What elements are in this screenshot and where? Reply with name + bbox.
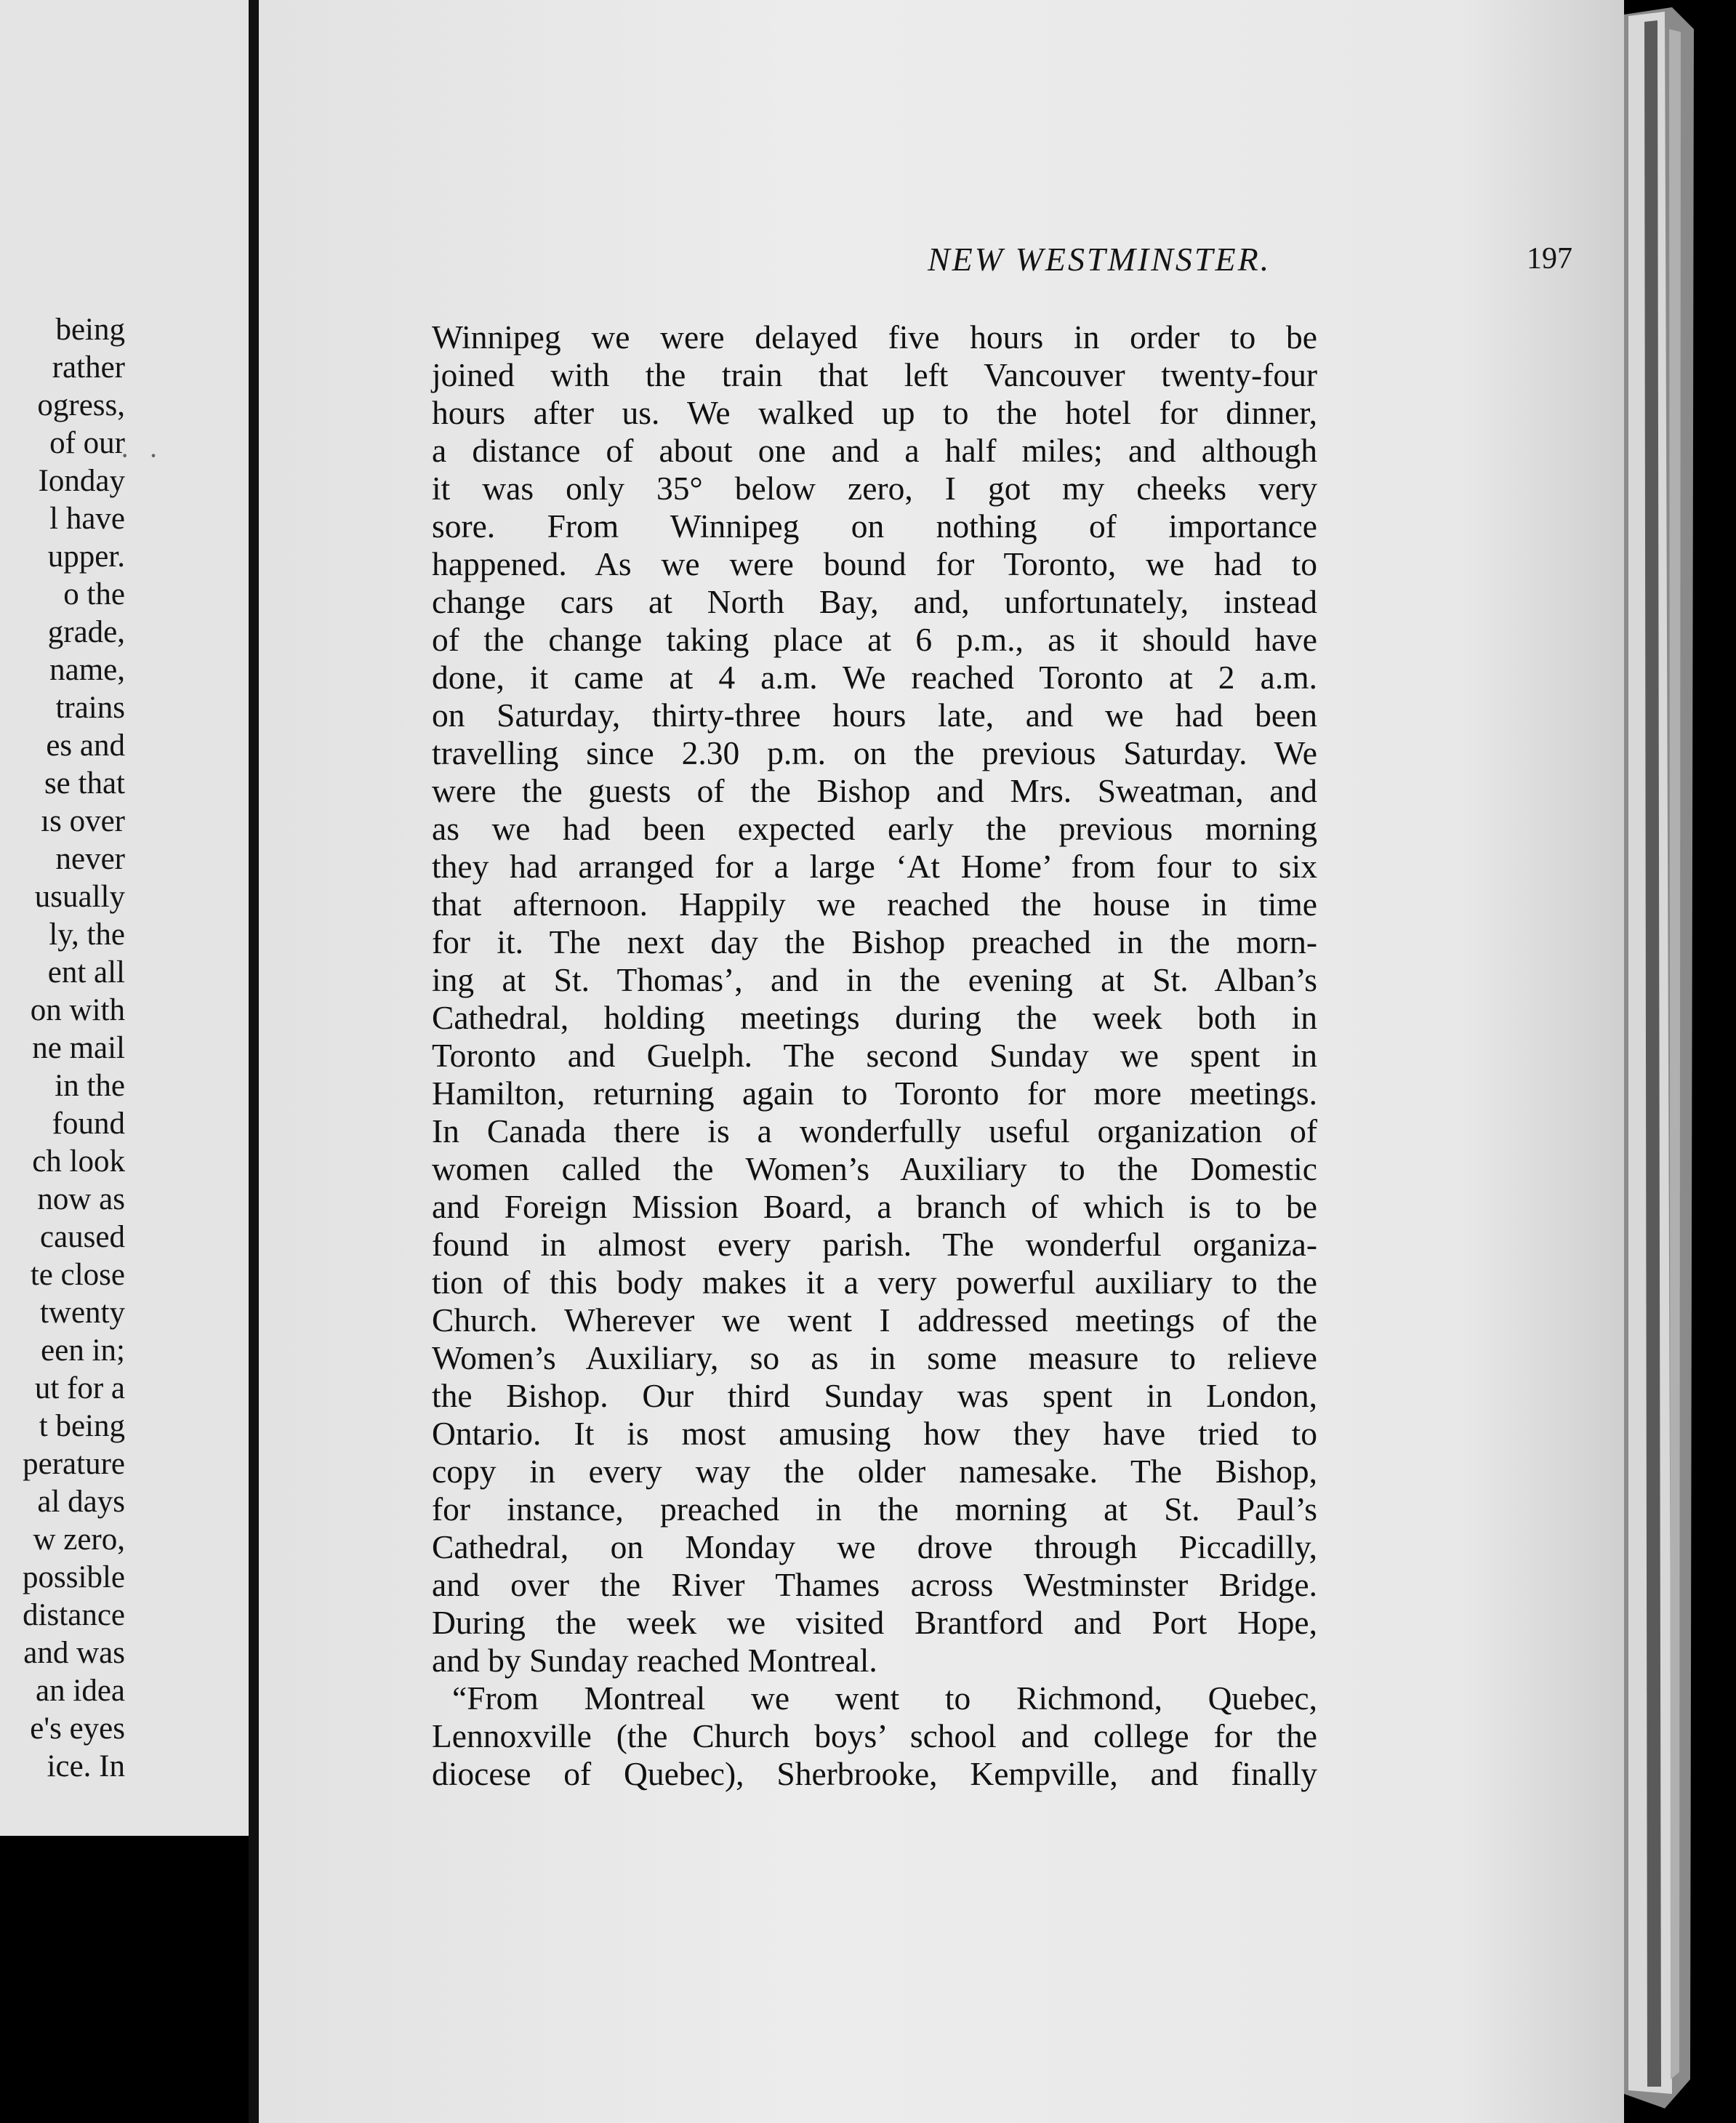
text-line: In Canada there is a wonderfully useful organization of [432,1112,1317,1149]
text-line: on Saturday, thirty-three hours late, and we had been [432,697,1317,734]
facing-page-fragment [0,0,249,1836]
facing-page-line: te close [30,1258,125,1292]
facing-page-line: distance [23,1598,125,1632]
text-line: Ontario. It is most amusing how they have tried to [432,1415,1317,1452]
facing-page-line: perature [23,1447,125,1481]
text-line: they had arranged for a large ‘At Home’ from four to six [432,848,1317,885]
text-line: as we had been expected early the previous morning [432,810,1317,847]
text-line: sore. From Winnipeg on nothing of importance [432,507,1317,545]
text-line: Hamilton, returning again to Toronto for more meetings. [432,1075,1317,1112]
page-number: 197 [1527,242,1572,276]
facing-page-line: of our [49,426,125,460]
facing-page-line: se that [44,766,125,800]
facing-page-line: being [55,313,125,347]
facing-page-line: ent all [47,955,125,990]
facing-page-line: possible [23,1560,125,1594]
facing-page-line: e's eyes [30,1711,125,1746]
text-line: copy in every way the older namesake. The Bishop, [432,1453,1317,1490]
facing-page-line: ice. In [47,1749,125,1783]
text-line: the Bishop. Our third Sunday was spent in London, [432,1377,1317,1414]
facing-page-line: grade, [47,615,125,649]
text-line: change cars at North Bay, and, unfortunately, instead [432,583,1317,620]
ink-dots: · · [120,439,164,472]
text-line: During the week we visited Brantford and Port Hope, [432,1604,1317,1641]
body-text [432,318,1317,1793]
facing-page-line: and was [23,1636,125,1670]
facing-page-line: trains [55,691,125,725]
text-line: and by Sunday reached Montreal. [432,1642,877,1679]
facing-page-line: Ionday [38,464,125,498]
facing-page-line: an idea [36,1674,125,1708]
facing-page-line: in the [55,1069,125,1103]
facing-page-line: now as [37,1182,125,1216]
facing-page-line: usually [34,880,125,914]
text-line: done, it came at 4 a.m. We reached Toronto at 2 a.m. [432,659,1317,696]
text-line: “From Montreal we went to Richmond, Quebec, [452,1679,1317,1717]
text-line: Church. Wherever we went I addressed meetings of the [432,1301,1317,1339]
text-line: Toronto and Guelph. The second Sunday we spent in [432,1037,1317,1074]
text-line: Cathedral, holding meetings during the week both in [432,999,1317,1036]
facing-page-line: een in; [41,1333,125,1368]
text-line: of the change taking place at 6 p.m., as it should have [432,621,1317,658]
text-line: joined with the train that left Vancouver twenty-four [432,356,1317,393]
facing-page-text [0,311,125,1786]
facing-page-line: on with [30,993,125,1027]
facing-page-line: ogress, [37,388,125,422]
facing-page-line: twenty [39,1296,125,1330]
text-line: diocese of Quebec), Sherbrooke, Kempville, and finally [432,1755,1317,1792]
text-line: for it. The next day the Bishop preached in the morn- [432,923,1317,960]
facing-page-line: al days [37,1485,125,1519]
facing-page-line: found [52,1107,125,1141]
facing-page-line: l have [49,502,125,536]
text-line: ing at St. Thomas’, and in the evening at St. Alban’s [432,961,1317,998]
text-line: tion of this body makes it a very powerful auxiliary to the [432,1264,1317,1301]
facing-page-line: o the [63,577,125,611]
facing-page-line: never [55,842,125,876]
facing-page-line: ne mail [32,1031,125,1065]
text-line: women called the Women’s Auxiliary to the Domestic [432,1150,1317,1187]
facing-page-line: caused [40,1220,125,1254]
text-line: for instance, preached in the morning at St. Paul’s [432,1490,1317,1528]
facing-page-line: w zero, [33,1522,125,1557]
text-line: that afternoon. Happily we reached the house in time [432,886,1317,923]
text-line: hours after us. We walked up to the hotel for dinner, [432,394,1317,431]
facing-page-line: rather [52,350,125,385]
page-header [928,240,1572,284]
text-line: and Foreign Mission Board, a branch of which is to be [432,1188,1317,1225]
facing-page-line: name, [49,653,125,687]
text-line: Winnipeg we were delayed five hours in order to be [432,318,1317,356]
text-line: happened. As we were bound for Toronto, we had to [432,545,1317,582]
text-line: found in almost every parish. The wonderful organiza- [432,1226,1317,1263]
text-line: travelling since 2.30 p.m. on the previous Saturday. We [432,734,1317,771]
text-line: Women’s Auxiliary, so as in some measure to relieve [432,1339,1317,1376]
text-line: were the guests of the Bishop and Mrs. Sweatman, and [432,772,1317,809]
text-line: a distance of about one and a half miles; and although [432,432,1317,469]
facing-page-line: upper. [47,539,125,574]
facing-page-line: t being [39,1409,125,1443]
running-title: NEW WESTMINSTER. [928,241,1271,278]
text-line: Cathedral, on Monday we drove through Piccadilly, [432,1528,1317,1565]
facing-page-line: ut for a [34,1371,125,1405]
facing-page-line: ıs over [41,804,125,838]
text-line: it was only 35° below zero, I got my cheeks very [432,470,1317,507]
text-line: and over the River Thames across Westminster Bridge. [432,1566,1317,1603]
facing-page-line: ch look [32,1144,125,1179]
facing-page-line: ly, the [49,918,125,952]
text-line: Lennoxville (the Church boys’ school and college for the [432,1717,1317,1754]
facing-page-line: es and [46,729,125,763]
